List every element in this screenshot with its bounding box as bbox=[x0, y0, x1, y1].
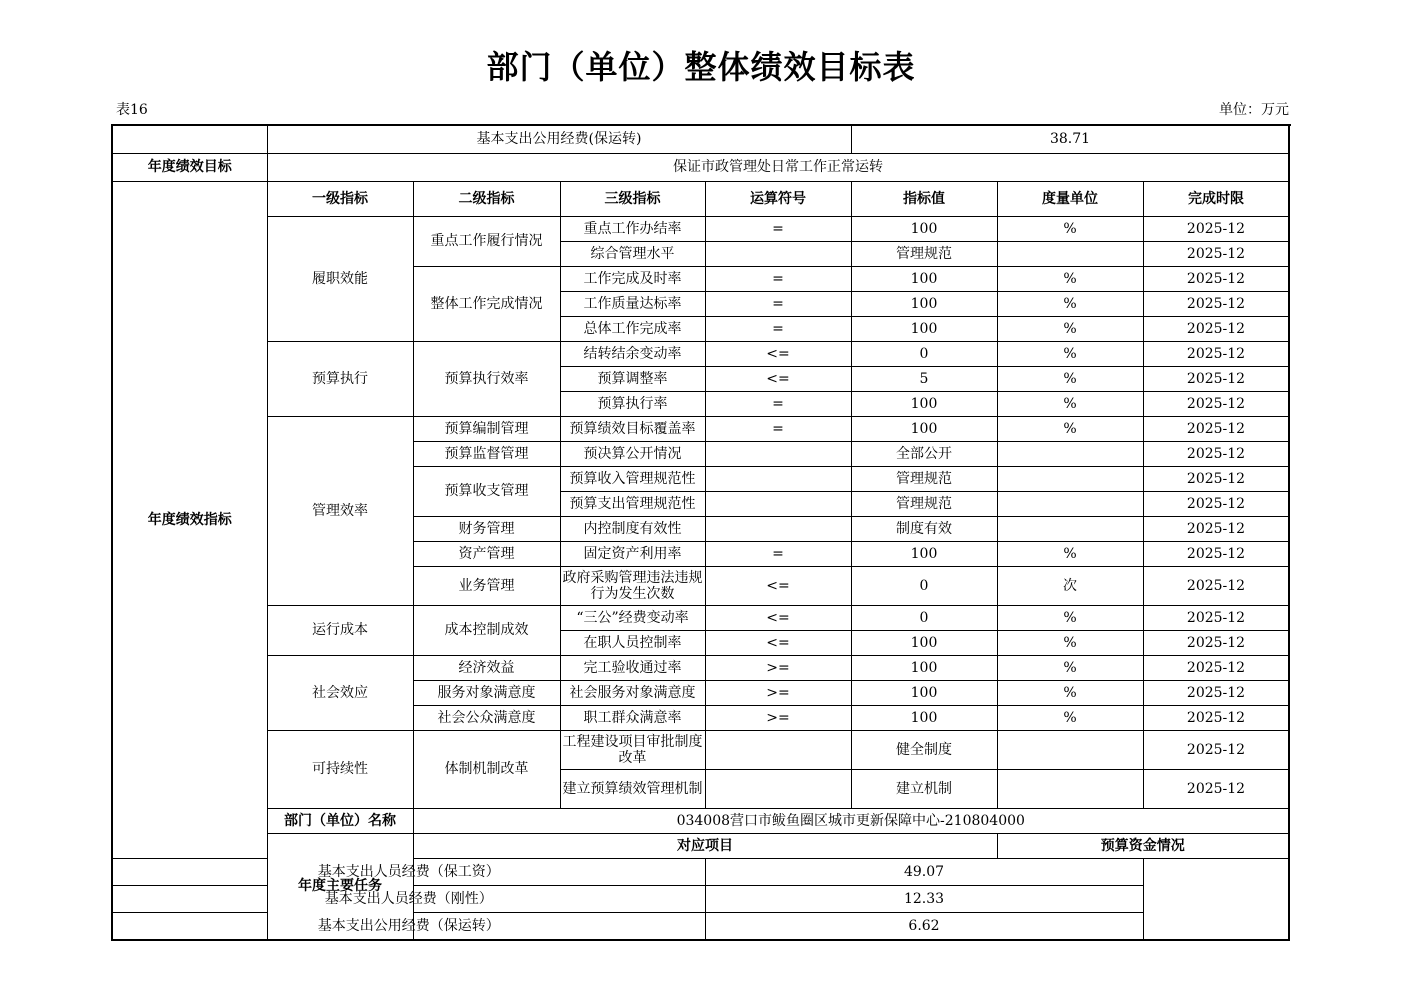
operator-cell: <= bbox=[705, 341, 851, 366]
operator-cell: = bbox=[705, 266, 851, 291]
task-header-amount: 预算资金情况 bbox=[997, 833, 1289, 858]
unit-cell: % bbox=[997, 341, 1143, 366]
deadline-cell: 2025-12 bbox=[1143, 316, 1289, 341]
level3-cell: 重点工作办结率 bbox=[560, 216, 705, 241]
task-row bbox=[112, 858, 1289, 885]
unit-cell: % bbox=[997, 416, 1143, 441]
unit-cell: % bbox=[997, 655, 1143, 680]
deadline-cell: 2025-12 bbox=[1143, 466, 1289, 491]
value-cell: 100 bbox=[851, 705, 997, 730]
level3-cell: 在职人员控制率 bbox=[560, 630, 705, 655]
deadline-cell: 2025-12 bbox=[1143, 366, 1289, 391]
deadline-cell: 2025-12 bbox=[1143, 391, 1289, 416]
task-amount: 6.62 bbox=[705, 912, 1143, 940]
indicators-label: 年度绩效指标 bbox=[112, 181, 267, 858]
level3-cell: 职工群众满意率 bbox=[560, 705, 705, 730]
value-cell: 健全制度 bbox=[851, 730, 997, 769]
indicator-header-row bbox=[112, 181, 1289, 216]
level3-cell: 预算执行率 bbox=[560, 391, 705, 416]
value-cell: 5 bbox=[851, 366, 997, 391]
deadline-cell: 2025-12 bbox=[1143, 730, 1289, 769]
header-value: 指标值 bbox=[851, 181, 997, 216]
operator-cell: <= bbox=[705, 366, 851, 391]
value-cell: 100 bbox=[851, 291, 997, 316]
task-row bbox=[112, 885, 1289, 912]
level1-cell: 履职效能 bbox=[267, 216, 413, 341]
unit-cell bbox=[997, 441, 1143, 466]
level1-cell: 运行成本 bbox=[267, 605, 413, 655]
level2-cell: 经济效益 bbox=[413, 655, 560, 680]
dept-name: 034008营口市鲅鱼圈区城市更新保障中心-210804000 bbox=[413, 808, 1289, 833]
level2-cell: 预算监督管理 bbox=[413, 441, 560, 466]
operator-cell: <= bbox=[705, 566, 851, 605]
performance-table bbox=[111, 124, 1290, 941]
level3-cell: 社会服务对象满意度 bbox=[560, 680, 705, 705]
value-cell: 0 bbox=[851, 605, 997, 630]
indicator-row bbox=[112, 655, 1289, 680]
level3-cell: 工程建设项目审批制度改革 bbox=[560, 730, 705, 769]
task-amount: 49.07 bbox=[705, 858, 1143, 885]
level1-cell: 管理效率 bbox=[267, 416, 413, 605]
level3-cell: 预算支出管理规范性 bbox=[560, 491, 705, 516]
operator-cell: >= bbox=[705, 655, 851, 680]
operator-cell: = bbox=[705, 541, 851, 566]
deadline-cell: 2025-12 bbox=[1143, 266, 1289, 291]
level1-cell: 社会效应 bbox=[267, 655, 413, 730]
unit-cell bbox=[997, 241, 1143, 266]
level3-cell: 预决算公开情况 bbox=[560, 441, 705, 466]
task-item: 基本支出公用经费（保运转） bbox=[112, 912, 705, 940]
deadline-cell: 2025-12 bbox=[1143, 491, 1289, 516]
carryover-item: 基本支出公用经费(保运转) bbox=[267, 125, 851, 153]
header-level1: 一级指标 bbox=[267, 181, 413, 216]
carryover-row bbox=[112, 125, 1289, 153]
level2-cell: 体制机制改革 bbox=[413, 730, 560, 808]
level2-cell: 预算编制管理 bbox=[413, 416, 560, 441]
dept-row bbox=[112, 808, 1289, 833]
level3-cell: 完工验收通过率 bbox=[560, 655, 705, 680]
level2-cell: 财务管理 bbox=[413, 516, 560, 541]
level2-cell: 服务对象满意度 bbox=[413, 680, 560, 705]
level2-cell: 成本控制成效 bbox=[413, 605, 560, 655]
task-amount: 12.33 bbox=[705, 885, 1143, 912]
value-cell: 100 bbox=[851, 316, 997, 341]
task-row bbox=[112, 912, 1289, 940]
value-cell: 100 bbox=[851, 655, 997, 680]
value-cell: 100 bbox=[851, 266, 997, 291]
goal-label: 年度绩效目标 bbox=[112, 153, 267, 181]
unit-cell: % bbox=[997, 705, 1143, 730]
operator-cell: = bbox=[705, 316, 851, 341]
dept-label: 部门（单位）名称 bbox=[267, 808, 413, 833]
level3-cell: 工作质量达标率 bbox=[560, 291, 705, 316]
level1-cell: 可持续性 bbox=[267, 730, 413, 808]
deadline-cell: 2025-12 bbox=[1143, 516, 1289, 541]
operator-cell: >= bbox=[705, 680, 851, 705]
value-cell: 100 bbox=[851, 541, 997, 566]
task-header-row bbox=[112, 833, 1289, 858]
deadline-cell: 2025-12 bbox=[1143, 241, 1289, 266]
value-cell: 0 bbox=[851, 341, 997, 366]
value-cell: 100 bbox=[851, 216, 997, 241]
level2-cell: 预算执行效率 bbox=[413, 341, 560, 416]
level3-cell: 固定资产利用率 bbox=[560, 541, 705, 566]
value-cell: 建立机制 bbox=[851, 769, 997, 808]
value-cell: 100 bbox=[851, 416, 997, 441]
level3-cell: 综合管理水平 bbox=[560, 241, 705, 266]
unit-cell bbox=[997, 769, 1143, 808]
unit-cell bbox=[997, 466, 1143, 491]
unit-cell: % bbox=[997, 605, 1143, 630]
operator-cell: = bbox=[705, 291, 851, 316]
operator-cell: >= bbox=[705, 705, 851, 730]
value-cell: 100 bbox=[851, 680, 997, 705]
header-deadline: 完成时限 bbox=[1143, 181, 1289, 216]
carryover-amount: 38.71 bbox=[851, 125, 1289, 153]
task-header-item: 对应项目 bbox=[413, 833, 997, 858]
indicator-row bbox=[112, 216, 1289, 241]
table-number: 表16 bbox=[116, 102, 148, 118]
operator-cell: <= bbox=[705, 605, 851, 630]
unit-cell: % bbox=[997, 391, 1143, 416]
deadline-cell: 2025-12 bbox=[1143, 655, 1289, 680]
level3-cell: 预算绩效目标覆盖率 bbox=[560, 416, 705, 441]
unit-cell: 次 bbox=[997, 566, 1143, 605]
unit-cell: % bbox=[997, 541, 1143, 566]
level3-cell: 工作完成及时率 bbox=[560, 266, 705, 291]
deadline-cell: 2025-12 bbox=[1143, 566, 1289, 605]
tasks-label: 年度主要任务 bbox=[267, 833, 413, 940]
operator-cell: = bbox=[705, 216, 851, 241]
deadline-cell: 2025-12 bbox=[1143, 680, 1289, 705]
deadline-cell: 2025-12 bbox=[1143, 705, 1289, 730]
unit-cell: % bbox=[997, 316, 1143, 341]
goal-text: 保证市政管理处日常工作正常运转 bbox=[267, 153, 1289, 181]
operator-cell bbox=[705, 516, 851, 541]
level3-cell: 预算调整率 bbox=[560, 366, 705, 391]
unit-cell bbox=[997, 491, 1143, 516]
value-cell: 管理规范 bbox=[851, 241, 997, 266]
unit-cell: % bbox=[997, 680, 1143, 705]
level1-cell: 预算执行 bbox=[267, 341, 413, 416]
unit-cell: % bbox=[997, 630, 1143, 655]
operator-cell bbox=[705, 241, 851, 266]
value-cell: 全部公开 bbox=[851, 441, 997, 466]
unit-cell: % bbox=[997, 366, 1143, 391]
level2-cell: 业务管理 bbox=[413, 566, 560, 605]
level2-cell: 资产管理 bbox=[413, 541, 560, 566]
level3-cell: “三公”经费变动率 bbox=[560, 605, 705, 630]
deadline-cell: 2025-12 bbox=[1143, 441, 1289, 466]
level2-cell: 重点工作履行情况 bbox=[413, 216, 560, 266]
deadline-cell: 2025-12 bbox=[1143, 541, 1289, 566]
operator-cell: = bbox=[705, 391, 851, 416]
header-operator: 运算符号 bbox=[705, 181, 851, 216]
operator-cell bbox=[705, 466, 851, 491]
header-level3: 三级指标 bbox=[560, 181, 705, 216]
unit-cell: % bbox=[997, 216, 1143, 241]
deadline-cell: 2025-12 bbox=[1143, 416, 1289, 441]
value-cell: 管理规范 bbox=[851, 466, 997, 491]
deadline-cell: 2025-12 bbox=[1143, 341, 1289, 366]
deadline-cell: 2025-12 bbox=[1143, 291, 1289, 316]
level2-cell: 社会公众满意度 bbox=[413, 705, 560, 730]
unit-cell: % bbox=[997, 291, 1143, 316]
value-cell: 100 bbox=[851, 630, 997, 655]
deadline-cell: 2025-12 bbox=[1143, 605, 1289, 630]
unit-cell bbox=[997, 516, 1143, 541]
header-unit: 度量单位 bbox=[997, 181, 1143, 216]
task-item: 基本支出人员经费（刚性） bbox=[112, 885, 705, 912]
operator-cell bbox=[705, 441, 851, 466]
operator-cell: = bbox=[705, 416, 851, 441]
deadline-cell: 2025-12 bbox=[1143, 769, 1289, 808]
level3-cell: 结转结余变动率 bbox=[560, 341, 705, 366]
operator-cell: <= bbox=[705, 630, 851, 655]
level2-cell: 预算收支管理 bbox=[413, 466, 560, 516]
deadline-cell: 2025-12 bbox=[1143, 216, 1289, 241]
task-item: 基本支出人员经费（保工资） bbox=[112, 858, 705, 885]
indicator-row bbox=[112, 605, 1289, 630]
header-level2: 二级指标 bbox=[413, 181, 560, 216]
unit-cell: % bbox=[997, 266, 1143, 291]
level3-cell: 内控制度有效性 bbox=[560, 516, 705, 541]
operator-cell bbox=[705, 730, 851, 769]
carryover-blank bbox=[112, 125, 267, 153]
indicator-row bbox=[112, 416, 1289, 441]
value-cell: 管理规范 bbox=[851, 491, 997, 516]
level3-cell: 预算收入管理规范性 bbox=[560, 466, 705, 491]
level2-cell: 整体工作完成情况 bbox=[413, 266, 560, 341]
value-cell: 制度有效 bbox=[851, 516, 997, 541]
goal-row bbox=[112, 153, 1289, 181]
page-title: 部门（单位）整体绩效目标表 bbox=[486, 48, 916, 86]
level3-cell: 总体工作完成率 bbox=[560, 316, 705, 341]
indicator-row bbox=[112, 341, 1289, 366]
value-cell: 100 bbox=[851, 391, 997, 416]
level3-cell: 政府采购管理违法违规行为发生次数 bbox=[560, 566, 705, 605]
value-cell: 0 bbox=[851, 566, 997, 605]
operator-cell bbox=[705, 769, 851, 808]
level3-cell: 建立预算绩效管理机制 bbox=[560, 769, 705, 808]
deadline-cell: 2025-12 bbox=[1143, 630, 1289, 655]
indicator-row bbox=[112, 730, 1289, 769]
unit-cell bbox=[997, 730, 1143, 769]
operator-cell bbox=[705, 491, 851, 516]
unit-label: 单位：万元 bbox=[1219, 102, 1289, 118]
